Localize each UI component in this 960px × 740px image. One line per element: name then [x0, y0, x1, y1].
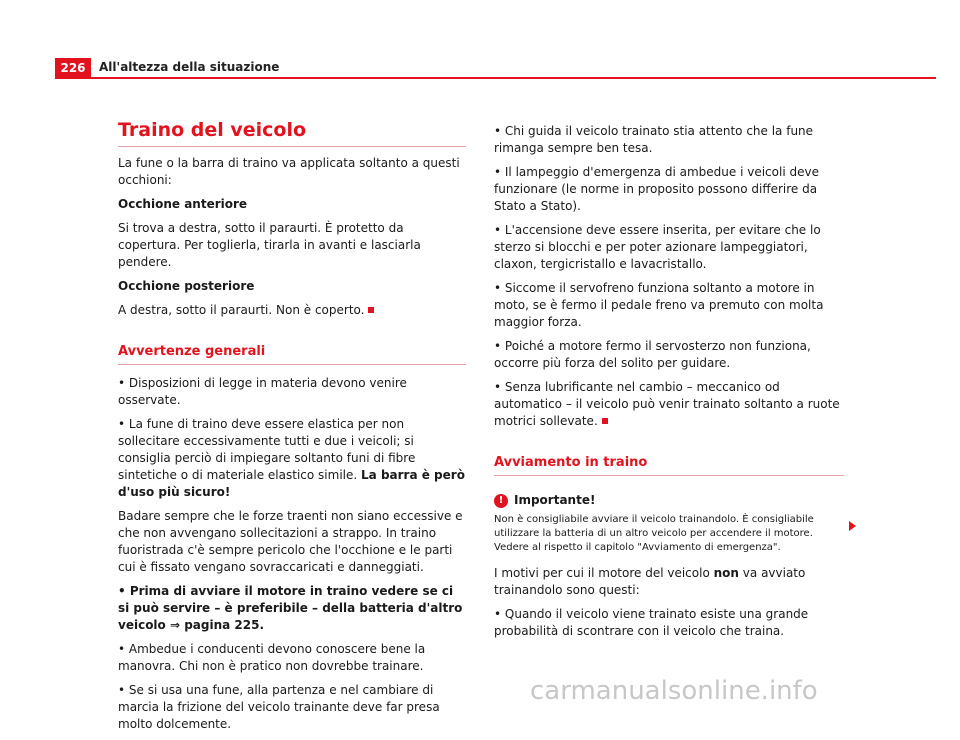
watermark: carmanualsonline.info	[530, 676, 818, 706]
bullet-rope-tension: • Chi guida il veicolo trainato stia attento che la fune rimanga sempre ben tesa.	[494, 124, 814, 155]
warning-title: Importante!	[514, 493, 596, 507]
bullet-lubricant	[494, 379, 844, 430]
bullet-law: • Disposizioni di legge in materia devono venire osservate.	[118, 376, 407, 407]
warning-icon: !	[494, 494, 508, 508]
bullet-collision: • Quando il veicolo viene trainato esiste una grande probabilità di scontrare con il veicolo che traina.	[494, 607, 809, 638]
bullet-brake-servo: • Siccome il servofreno funziona soltanto a motore in moto, se è fermo il pedale freno va premuto con molta maggior forza.	[494, 281, 824, 329]
bullet-lubricant-text: • Senza lubrificante nel cambio – meccanico od automatico – il veicolo può venir trainato soltanto a ruote motrici sollevate.	[494, 380, 840, 428]
next-page-arrow-icon	[849, 521, 856, 531]
front-eye-text: Si trova a destra, sotto il paraurti. È protetto da copertura. Per toglierla, tirarla in avanti e lasciarla pendere.	[118, 221, 421, 269]
general-notes-heading: Avvertenze generali	[118, 343, 466, 365]
right-column	[494, 123, 844, 647]
end-of-section-icon	[368, 307, 374, 313]
end-of-section-icon	[602, 418, 608, 424]
bullet-battery-link[interactable]: • Prima di avviare il motore in traino vedere se ci si può servire – è preferibile – della batteria d'altro veicolo ⇒ pagina 225.	[118, 584, 463, 632]
bullet-clutch: • Se si usa una fune, alla partenza e nel cambiare di marcia la frizione del veicolo trainante deve far presa molto dolcemente.	[118, 683, 440, 731]
bullet-hazard-lights: • Il lampeggio d'emergenza di ambedue i veicoli deve funzionare (le norme in proposito possono differire da Stato a Stato).	[494, 165, 819, 213]
bullet-ignition: • L'accensione deve essere inserita, per evitare che lo sterzo si blocchi e per poter azionare lampeggiatori, claxon, tergicristallo e lavacristallo.	[494, 223, 821, 271]
rear-eye-text: A destra, sotto il paraurti. Non è coperto.	[118, 303, 365, 317]
reasons-pre: I motivi per cui il motore del veicolo	[494, 566, 710, 580]
rear-eye-paragraph	[118, 302, 466, 319]
reasons-post: va avviato trainandolo sono questi:	[494, 566, 806, 597]
bullet-rope	[118, 416, 466, 501]
tow-start-heading: Avviamento in traino	[494, 454, 844, 476]
bullet-power-steering: • Poiché a motore fermo il servosterzo non funziona, occorre più forza del solito per guidare.	[494, 339, 811, 370]
header-title: All'altezza della situazione	[99, 60, 280, 74]
section-title: Traino del veicolo	[118, 122, 466, 147]
bullet-drivers: • Ambedue i conducenti devono conoscere bene la manovra. Chi non è pratico non dovrebbe trainare.	[118, 642, 426, 673]
intro-text: La fune o la barra di traino va applicata soltanto a questi occhioni:	[118, 156, 460, 187]
reasons-paragraph	[494, 565, 844, 599]
bullet-rope-text: • La fune di traino deve essere elastica per non sollecitare eccessivamente tutti e due i veicoli; si consiglia perciò di impiegare soltanto funi di fibre sintetiche o di materiale elastico simile.	[118, 417, 416, 482]
warning-text: Non è consigliabile avviare il veicolo trainandolo. È consigliabile utilizzare la batteria di un altro veicolo per accendere il motore. Vedere al rispetto il capitolo "Avviamento di emergenza".	[494, 514, 814, 553]
bullet-rope-bold: La barra è però d'uso più sicuro!	[118, 468, 465, 499]
reasons-bold: non	[713, 566, 739, 580]
rear-eye-heading: Occhione posteriore	[118, 279, 255, 293]
forces-paragraph: Badare sempre che le forze traenti non siano eccessive e che non avvengano sollecitazioni a strappo. In traino fuoristrada c'è sempre pericolo che l'occhione e le parti cui è fissato vengano sovraccaricati e danneggiati.	[118, 509, 463, 574]
front-eye-heading: Occhione anteriore	[118, 197, 248, 211]
left-column	[118, 118, 466, 740]
page-number: 226	[55, 58, 91, 78]
header-rule	[55, 77, 936, 79]
warning-box	[494, 492, 844, 555]
warning-header	[494, 492, 844, 509]
